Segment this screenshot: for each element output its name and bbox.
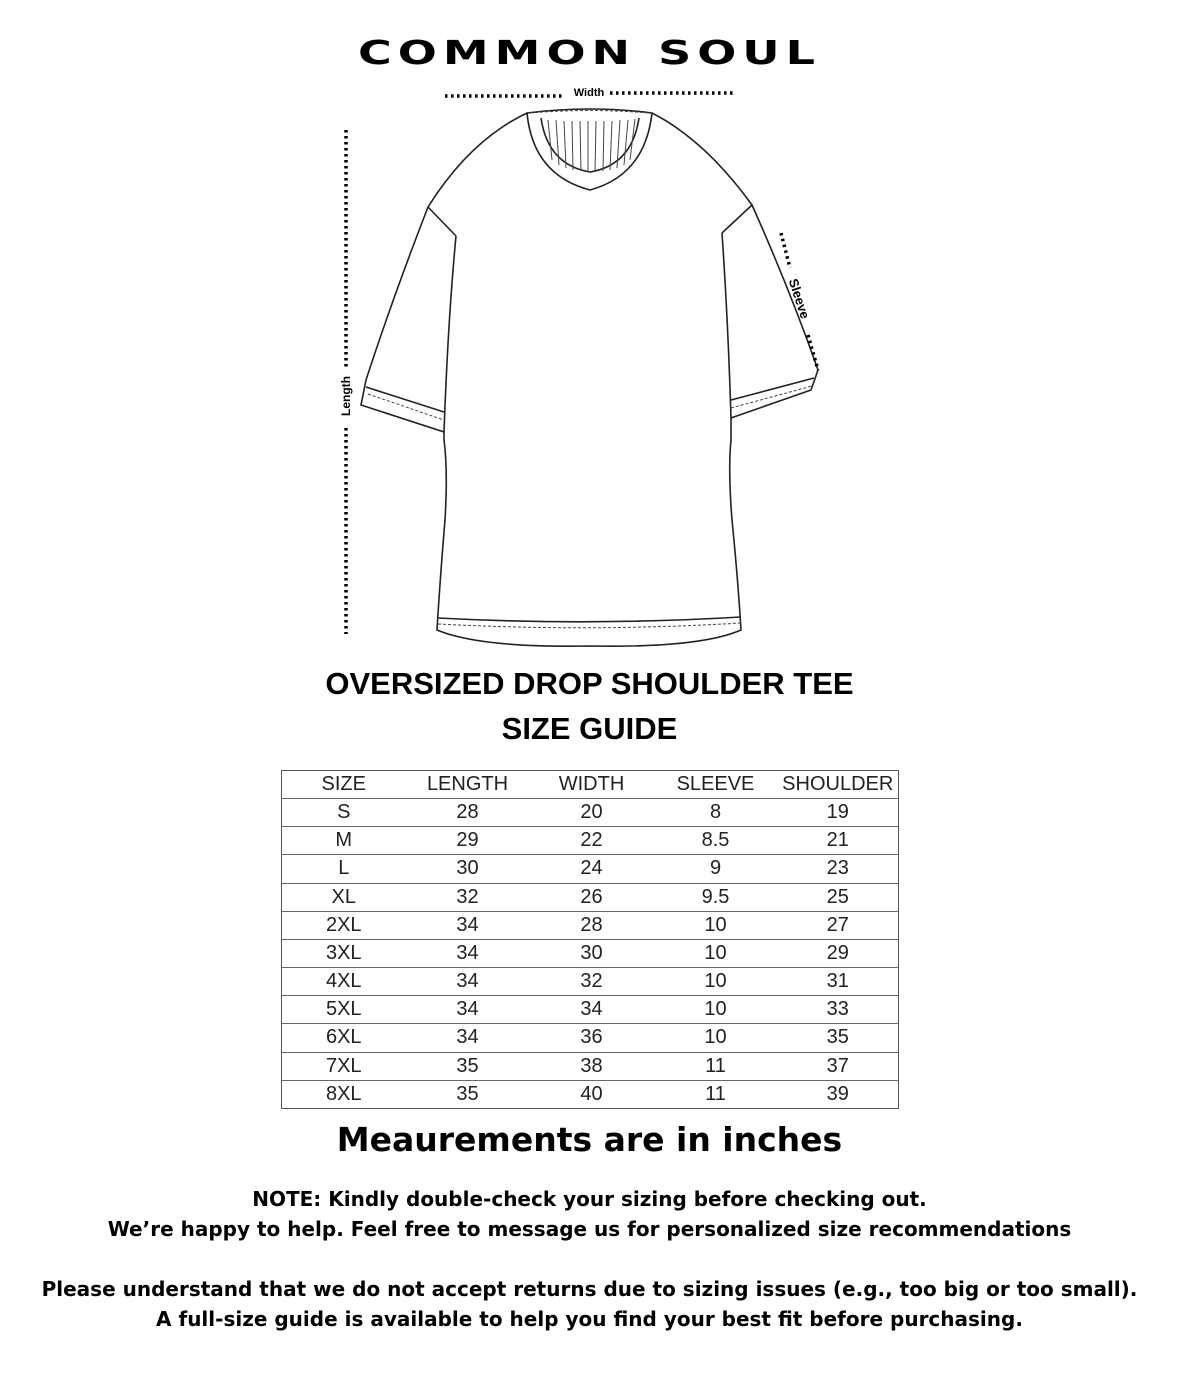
cell-sleeve: 9.5	[654, 883, 778, 911]
cell-shoulder: 37	[778, 1052, 899, 1080]
cell-size: M	[282, 827, 406, 855]
cell-width: 32	[530, 968, 654, 996]
cell-length: 28	[406, 799, 530, 827]
cell-sleeve: 10	[654, 968, 778, 996]
cell-sleeve: 8.5	[654, 827, 778, 855]
tshirt-diagram	[330, 80, 850, 655]
table-row	[282, 939, 899, 967]
sleeve-label: Sleeve	[785, 276, 813, 321]
width-label: Width	[573, 87, 605, 99]
cell-width: 30	[530, 939, 654, 967]
cell-length: 34	[406, 1024, 530, 1052]
cell-width: 20	[530, 799, 654, 827]
notes-block	[0, 1184, 1179, 1334]
units-note: Meaurements are in inches	[336, 1120, 843, 1159]
cell-size: L	[282, 855, 406, 883]
cell-shoulder: 19	[778, 799, 899, 827]
cell-size: S	[282, 799, 406, 827]
table-row	[282, 799, 899, 827]
cell-shoulder: 39	[778, 1080, 899, 1108]
cell-shoulder: 29	[778, 939, 899, 967]
cell-length: 35	[406, 1052, 530, 1080]
cell-shoulder: 25	[778, 883, 899, 911]
table-row	[282, 1024, 899, 1052]
cell-width: 40	[530, 1080, 654, 1108]
product-title: OVERSIZED DROP SHOULDER TEE	[325, 666, 854, 701]
cell-shoulder: 31	[778, 968, 899, 996]
cell-length: 35	[406, 1080, 530, 1108]
note-line: A full-size guide is available to help you find your best fit before purchasing.	[156, 1307, 1023, 1331]
brand-logo: COMMON SOUL	[358, 33, 821, 72]
cell-sleeve: 9	[654, 855, 778, 883]
header-width: WIDTH	[558, 773, 625, 795]
cell-sleeve: 10	[654, 911, 778, 939]
length-label: Length	[339, 376, 353, 416]
table-row	[282, 1080, 899, 1108]
cell-width: 34	[530, 996, 654, 1024]
cell-size: 2XL	[282, 911, 406, 939]
cell-size: 4XL	[282, 968, 406, 996]
cell-size: 6XL	[282, 1024, 406, 1052]
table-row	[282, 855, 899, 883]
cell-sleeve: 10	[654, 996, 778, 1024]
size-table	[281, 770, 899, 1109]
table-header-row	[282, 771, 899, 799]
cell-size: 8XL	[282, 1080, 406, 1108]
cell-width: 24	[530, 855, 654, 883]
cell-size: 5XL	[282, 996, 406, 1024]
cell-sleeve: 8	[654, 799, 778, 827]
cell-width: 36	[530, 1024, 654, 1052]
cell-width: 22	[530, 827, 654, 855]
cell-length: 32	[406, 883, 530, 911]
header-length: LENGTH	[426, 773, 509, 795]
cell-length: 34	[406, 996, 530, 1024]
cell-size: 3XL	[282, 939, 406, 967]
cell-shoulder: 33	[778, 996, 899, 1024]
cell-width: 26	[530, 883, 654, 911]
cell-size: 7XL	[282, 1052, 406, 1080]
header-size: SIZE	[321, 773, 366, 795]
cell-length: 30	[406, 855, 530, 883]
size-guide-title: SIZE GUIDE	[501, 711, 678, 746]
cell-shoulder: 35	[778, 1024, 899, 1052]
cell-length: 34	[406, 911, 530, 939]
cell-size: XL	[282, 883, 406, 911]
sleeve-measure-line	[781, 233, 790, 268]
table-row	[282, 996, 899, 1024]
table-row	[282, 827, 899, 855]
cell-length: 34	[406, 968, 530, 996]
table-row	[282, 883, 899, 911]
cell-shoulder: 23	[778, 855, 899, 883]
cell-shoulder: 21	[778, 827, 899, 855]
header-shoulder: SHOULDER	[782, 773, 894, 795]
note-line: We’re happy to help. Feel free to message us for personalized size recommendations	[107, 1217, 1072, 1241]
cell-sleeve: 11	[654, 1080, 778, 1108]
cell-shoulder: 27	[778, 911, 899, 939]
cell-sleeve: 10	[654, 939, 778, 967]
cell-width: 38	[530, 1052, 654, 1080]
cell-width: 28	[530, 911, 654, 939]
cell-sleeve: 11	[654, 1052, 778, 1080]
cell-sleeve: 10	[654, 1024, 778, 1052]
table-row	[282, 1052, 899, 1080]
table-row	[282, 968, 899, 996]
table-row	[282, 911, 899, 939]
header-sleeve: SLEEVE	[676, 773, 755, 795]
note-line: NOTE: Kindly double-check your sizing before checking out.	[252, 1187, 927, 1211]
cell-length: 29	[406, 827, 530, 855]
cell-length: 34	[406, 939, 530, 967]
note-line: Please understand that we do not accept returns due to sizing issues (e.g., too big or too small).	[41, 1277, 1138, 1301]
